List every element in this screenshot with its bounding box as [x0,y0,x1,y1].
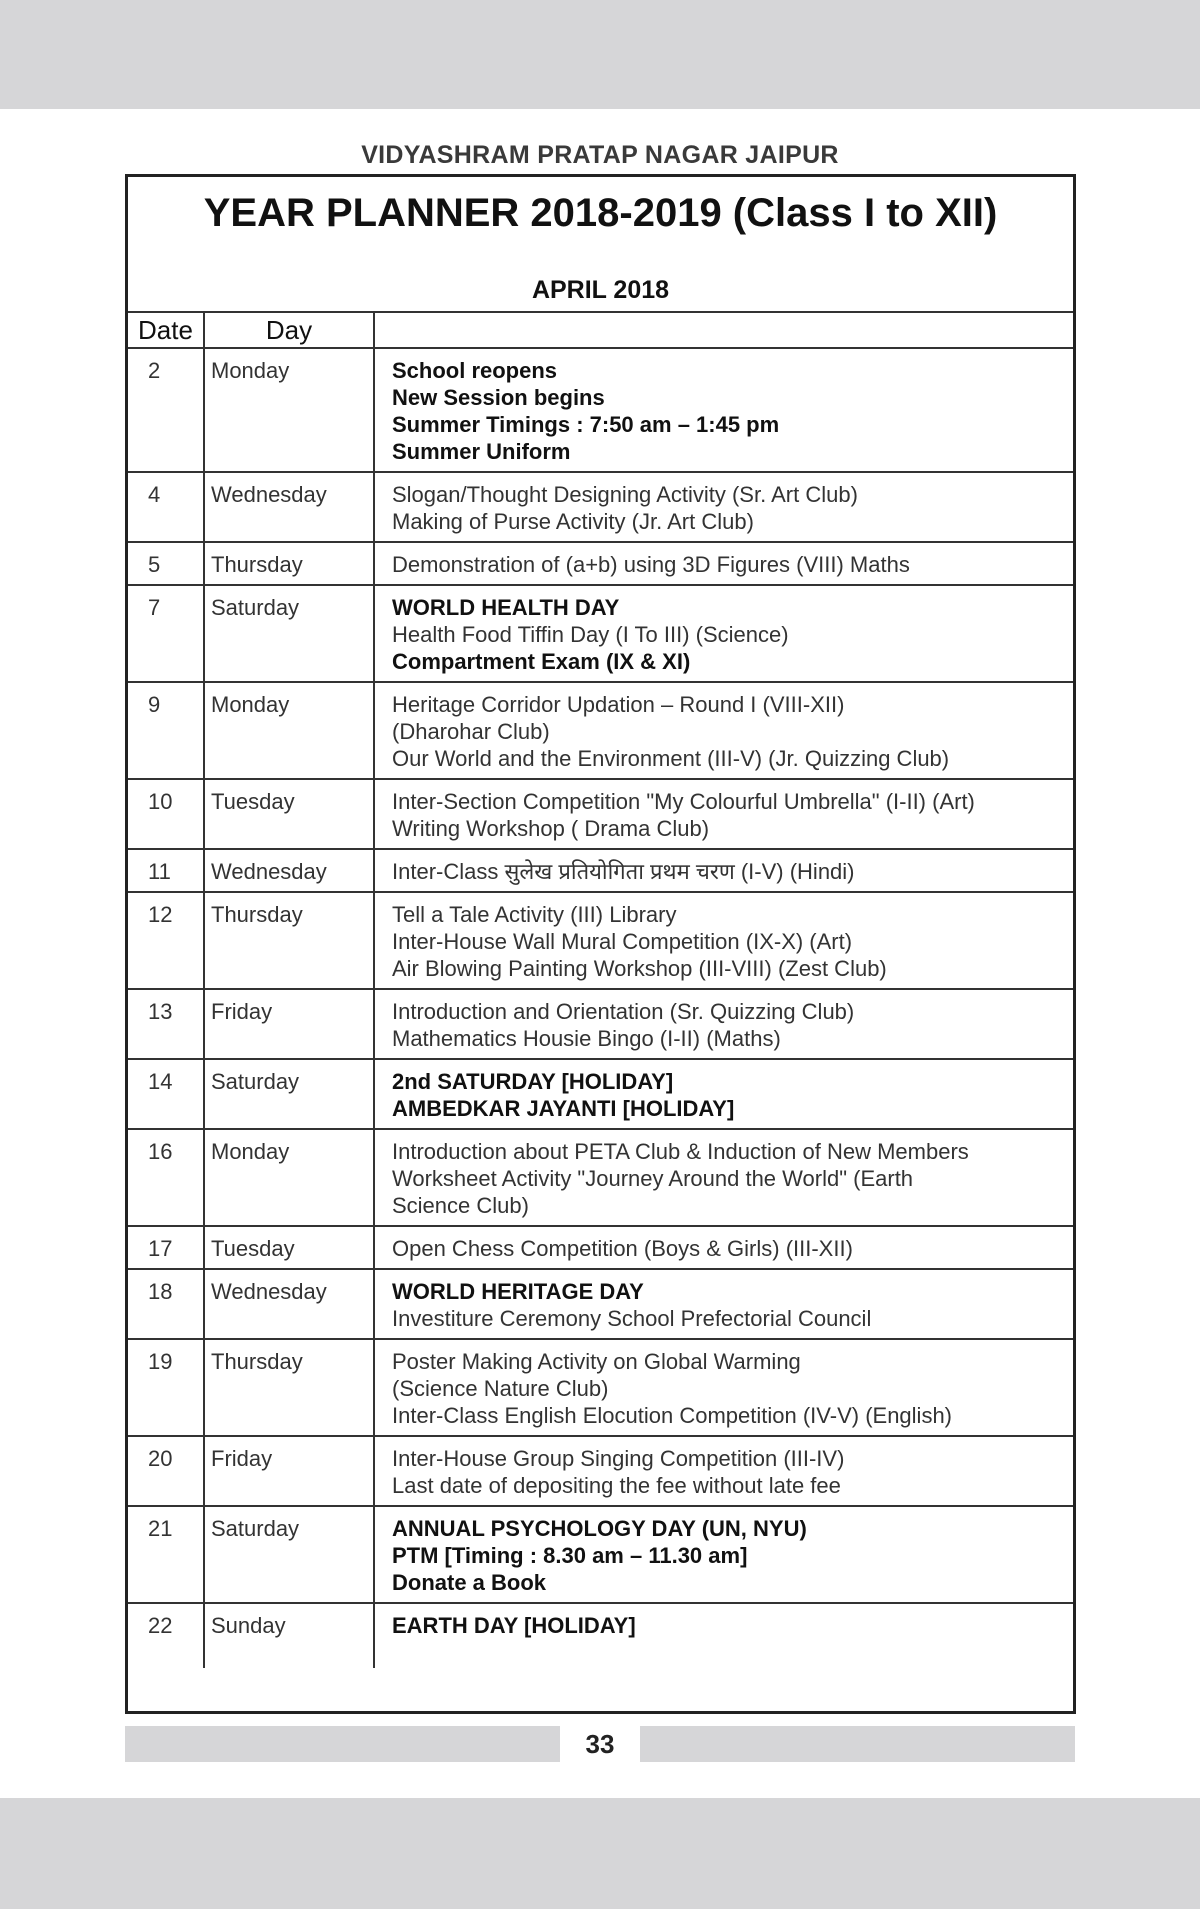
event-line: PTM [Timing : 8.30 am – 11.30 am] [392,1543,748,1568]
event-line: WORLD HEALTH DAY [392,595,620,620]
row-events [374,892,1073,989]
date-column-header: Date [128,312,204,348]
event-line: Open Chess Competition (Boys & Girls) (III-XII) [392,1236,853,1261]
row-events [374,348,1073,472]
row-day: Saturday [204,585,374,682]
event-line: Introduction about PETA Club & Induction of New Members [392,1139,969,1164]
year-planner [125,174,1076,1714]
row-day: Monday [204,348,374,472]
row-events [374,1603,1073,1668]
event-line: 2nd SATURDAY [HOLIDAY] [392,1069,674,1094]
event-line: Inter-House Group Singing Competition (III-IV) [392,1446,845,1471]
table-row [128,585,1073,682]
footer-bar-right [640,1726,1075,1762]
table-row [128,1436,1073,1506]
table-row [128,1506,1073,1603]
row-day: Saturday [204,1506,374,1603]
page-number: 33 [585,1729,615,1759]
row-day: Wednesday [204,1269,374,1339]
event-line: Tell a Tale Activity (III) Library [392,902,677,927]
event-line: Our World and the Environment (III-V) (Jr. Quizzing Club) [392,746,950,771]
row-day: Tuesday [204,1226,374,1269]
events-column-header [374,312,1073,348]
event-line: Heritage Corridor Updation – Round I (VIII-XII) [392,692,845,717]
top-gray-band [0,0,1200,109]
planner-table [128,311,1073,1668]
row-events [374,989,1073,1059]
event-line: Investiture Ceremony School Prefectorial Council [392,1306,872,1331]
table-row [128,1603,1073,1668]
event-line: Inter-Class English Elocution Competition (IV-V) (English) [392,1403,953,1428]
row-events [374,1059,1073,1129]
table-row [128,1129,1073,1226]
event-line: Inter-Section Competition "My Colourful Umbrella" (I-II) (Art) [392,789,975,814]
event-line: Inter-House Wall Mural Competition (IX-X) (Art) [392,929,853,954]
event-line: (Dharohar Club) [392,719,550,744]
row-events [374,472,1073,542]
table-row [128,348,1073,472]
row-events [374,585,1073,682]
table-row [128,989,1073,1059]
row-events [374,779,1073,849]
event-line: Health Food Tiffin Day (I To III) (Science) [392,622,789,647]
row-events [374,1506,1073,1603]
row-date: 20 [128,1436,204,1506]
event-line: Compartment Exam (IX & XI) [392,649,691,674]
table-row [128,849,1073,892]
event-line: Air Blowing Painting Workshop (III-VIII) (Zest Club) [392,956,887,981]
row-day: Friday [204,1436,374,1506]
row-date: 19 [128,1339,204,1436]
row-date: 14 [128,1059,204,1129]
row-day: Thursday [204,1339,374,1436]
row-day: Friday [204,989,374,1059]
school-name: VIDYASHRAM PRATAP NAGAR JAIPUR [361,141,839,169]
event-line: EARTH DAY [HOLIDAY] [392,1613,636,1638]
row-date: 21 [128,1506,204,1603]
row-events [374,1129,1073,1226]
event-line: Inter-Class सुलेख प्रतियोगिता प्रथम चरण (I-V) (Hindi) [392,859,855,884]
row-day: Saturday [204,1059,374,1129]
row-date: 4 [128,472,204,542]
row-events [374,1339,1073,1436]
row-day: Sunday [204,1603,374,1668]
table-row [128,1059,1073,1129]
row-day: Monday [204,682,374,779]
row-date: 12 [128,892,204,989]
event-line: Last date of depositing the fee without late fee [392,1473,841,1498]
row-events [374,849,1073,892]
month-heading: APRIL 2018 [531,276,670,304]
table-row [128,542,1073,585]
event-line: Worksheet Activity "Journey Around the World" (Earth [392,1166,914,1191]
event-line: Science Club) [392,1193,529,1218]
table-row [128,1226,1073,1269]
planner-rows [128,348,1073,1668]
footer-bar-left [125,1726,560,1762]
row-day: Tuesday [204,779,374,849]
table-row [128,892,1073,989]
event-line: Making of Purse Activity (Jr. Art Club) [392,509,754,534]
row-date: 18 [128,1269,204,1339]
row-date: 9 [128,682,204,779]
table-row [128,1269,1073,1339]
row-day: Monday [204,1129,374,1226]
event-line: Poster Making Activity on Global Warming [392,1349,801,1374]
row-date: 13 [128,989,204,1059]
event-line: New Session begins [392,385,605,410]
row-date: 17 [128,1226,204,1269]
event-line: School reopens [392,358,558,383]
row-day: Thursday [204,542,374,585]
event-line: WORLD HERITAGE DAY [392,1279,644,1304]
row-events [374,1269,1073,1339]
event-line: (Science Nature Club) [392,1376,609,1401]
table-row [128,472,1073,542]
row-day: Wednesday [204,849,374,892]
row-date: 2 [128,348,204,472]
event-line: Demonstration of (a+b) using 3D Figures (VIII) Maths [392,552,910,577]
event-line: Donate a Book [392,1570,547,1595]
day-column-header: Day [204,312,374,348]
row-date: 11 [128,849,204,892]
row-events [374,682,1073,779]
row-day: Wednesday [204,472,374,542]
event-line: Mathematics Housie Bingo (I-II) (Maths) [392,1026,781,1051]
row-events [374,1436,1073,1506]
event-line: Introduction and Orientation (Sr. Quizzing Club) [392,999,855,1024]
bottom-gray-band [0,1798,1200,1909]
event-line: Writing Workshop ( Drama Club) [392,816,710,841]
row-events [374,542,1073,585]
row-events [374,1226,1073,1269]
table-row [128,682,1073,779]
row-date: 10 [128,779,204,849]
event-line: AMBEDKAR JAYANTI [HOLIDAY] [392,1096,735,1121]
row-date: 5 [128,542,204,585]
event-line: ANNUAL PSYCHOLOGY DAY (UN, NYU) [392,1516,807,1541]
event-line: Summer Uniform [392,439,571,464]
row-date: 22 [128,1603,204,1668]
table-header-row [128,312,1073,348]
row-day: Thursday [204,892,374,989]
table-row [128,1339,1073,1436]
table-row [128,779,1073,849]
planner-title: YEAR PLANNER 2018-2019 (Class I to XII) [203,191,998,235]
event-line: Summer Timings : 7:50 am – 1:45 pm [392,412,780,437]
row-date: 7 [128,585,204,682]
event-line: Slogan/Thought Designing Activity (Sr. Art Club) [392,482,858,507]
row-date: 16 [128,1129,204,1226]
